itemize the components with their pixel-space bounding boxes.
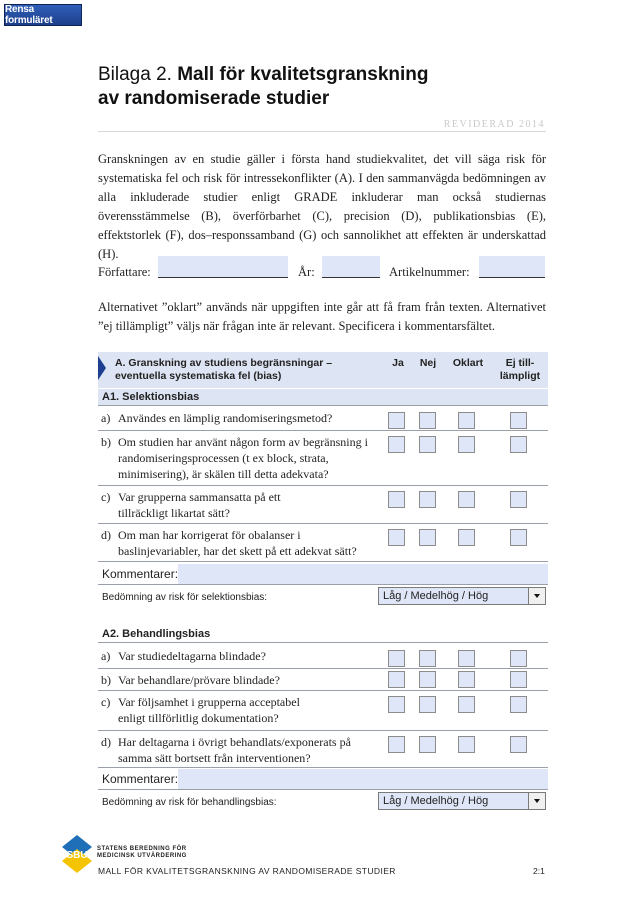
checkbox-no[interactable] [419, 671, 436, 688]
col-header-no: Nej [419, 357, 437, 369]
question-text: Användes en lämplig randomiseringsmetod? [118, 411, 333, 425]
header-divider [98, 131, 546, 132]
subsection-a2-title: A2. Behandlingsbias [98, 626, 548, 643]
checkbox-not-applicable[interactable] [510, 696, 527, 713]
clear-form-button[interactable]: Rensa formuläret [4, 4, 82, 26]
question-row [98, 407, 548, 431]
title-line-1: Mall för kvalitetsgranskning [177, 64, 429, 85]
checkbox-yes[interactable] [388, 696, 405, 713]
col-header-yes: Ja [392, 357, 404, 369]
question-letter: a) [101, 649, 111, 663]
checkbox-unclear[interactable] [458, 671, 475, 688]
organization-name [97, 846, 187, 860]
section-a-title-line-2: eventuella systematiska fel (bias) [115, 370, 282, 382]
year-field[interactable] [322, 256, 380, 278]
section-arrow-icon [98, 356, 106, 380]
col-header-unclear: Oklart [452, 357, 484, 369]
checkbox-unclear[interactable] [458, 736, 475, 753]
checkbox-yes[interactable] [388, 436, 405, 453]
question-letter: b) [101, 435, 111, 449]
checkbox-yes[interactable] [388, 671, 405, 688]
question-letter: d) [101, 735, 111, 749]
question-row [98, 731, 548, 768]
chevron-down-icon[interactable] [528, 793, 545, 809]
checkbox-unclear[interactable] [458, 491, 475, 508]
comment-label: Kommentarer: [102, 567, 179, 581]
checkbox-no[interactable] [419, 412, 436, 429]
page-title [98, 63, 429, 111]
checkbox-not-applicable[interactable] [510, 491, 527, 508]
risk-select-value: Låg / Medelhög / Hög [383, 590, 489, 602]
col-header-na-line-2: lämpligt [499, 370, 541, 382]
checkbox-no[interactable] [419, 736, 436, 753]
logo-letters: SBU [66, 850, 88, 861]
checkbox-no[interactable] [419, 529, 436, 546]
section-a-title-line-1: A. Granskning av studiens begränsningar – [115, 357, 333, 369]
col-header-not-applicable [494, 357, 546, 383]
question-text: Var följsamhet i grupperna acceptabel enligt tillförlitlig dokumentation? [118, 695, 300, 725]
question-text: Om man har korrigerat för obalanser i baslinjevariabler, har det skett på ett adekvat sätt? [118, 528, 357, 558]
comment-row-a2 [98, 768, 548, 790]
title-line-2: av randomiserade studier [98, 88, 330, 109]
section-a-title [115, 357, 332, 383]
checkbox-unclear[interactable] [458, 436, 475, 453]
question-row [98, 691, 548, 731]
article-number-label: Artikelnummer: [389, 265, 470, 279]
checkbox-no[interactable] [419, 436, 436, 453]
assessment-row-a1 [98, 585, 548, 607]
article-number-field[interactable] [479, 256, 545, 278]
footer-title: MALL FÖR KVALITETSGRANSKNING AV RANDOMISERADE STUDIER [98, 866, 396, 876]
question-row [98, 669, 548, 691]
assessment-label: Bedömning av risk för selektionsbias: [102, 592, 268, 603]
question-letter: c) [101, 490, 111, 504]
intro-text: Granskningen av en studie gäller i första hand studiekvalitet, det vill säga risk för systematiska fel och risk för intressekonflikter (A). I den sammanvägda bedömningen av alla inkluderade studier enligt GRADE inkluderar man också studiernas överensstämmelse (B), överförbarhet (C), precision (D), publikationsbias (E), effektstorlek (F), dos–responssamband (G) och sannolikhet att effekten är underskattad (H). [98, 152, 546, 261]
risk-select-a2[interactable] [378, 792, 546, 810]
title-prefix: Bilaga 2. [98, 64, 172, 85]
subsection-a1-title: A1. Selektionsbias [98, 389, 548, 406]
checkbox-not-applicable[interactable] [510, 671, 527, 688]
page-number: 2:1 [533, 866, 545, 876]
question-row [98, 431, 548, 486]
question-row [98, 524, 548, 562]
alternatives-note: Alternativet ”oklart” används när uppgiften inte går att få fram från texten. Alternativet ”ej tillämpligt” väljs när frågan inte är relevant. Specificera i kommentarsfältet. [98, 300, 546, 333]
question-text: Var studiedeltagarna blindade? [118, 649, 266, 663]
checkbox-not-applicable[interactable] [510, 650, 527, 667]
comment-row-a1 [98, 563, 548, 585]
checkbox-not-applicable[interactable] [510, 436, 527, 453]
question-text: Var grupperna sammansatta på ett tillräckligt likartat sätt? [118, 490, 281, 520]
checkbox-not-applicable[interactable] [510, 529, 527, 546]
checkbox-no[interactable] [419, 491, 436, 508]
organization-name-line-2: MEDICINSK UTVÄRDERING [97, 853, 187, 859]
checkbox-unclear[interactable] [458, 412, 475, 429]
question-text: Har deltagarna i övrigt behandlats/exponerats på samma sätt bortsett från interventionen? [118, 735, 351, 765]
author-field[interactable] [158, 256, 288, 278]
year-label: År: [298, 265, 315, 279]
checkbox-yes[interactable] [388, 412, 405, 429]
checkbox-no[interactable] [419, 696, 436, 713]
question-row [98, 645, 548, 669]
sbu-logo-icon [60, 833, 94, 875]
comment-field-a2[interactable] [178, 769, 548, 789]
author-label: Författare: [98, 265, 151, 279]
checkbox-unclear[interactable] [458, 650, 475, 667]
checkbox-yes[interactable] [388, 650, 405, 667]
section-a-header [98, 352, 548, 388]
chevron-down-icon[interactable] [528, 588, 545, 604]
checkbox-not-applicable[interactable] [510, 736, 527, 753]
revised-label: REVIDERAD 2014 [443, 119, 545, 130]
checkbox-yes[interactable] [388, 491, 405, 508]
question-letter: b) [101, 673, 111, 687]
question-text: Om studien har använt någon form av begränsning i randomiseringsprocessen (t ex block, strata, minimisering), är skälen till detta adekvata? [118, 435, 368, 481]
question-row [98, 486, 548, 524]
comment-label: Kommentarer: [102, 772, 179, 786]
question-letter: d) [101, 528, 111, 542]
checkbox-unclear[interactable] [458, 529, 475, 546]
checkbox-yes[interactable] [388, 529, 405, 546]
assessment-label: Bedömning av risk för behandlingsbias: [102, 797, 277, 808]
risk-select-a1[interactable] [378, 587, 546, 605]
checkbox-unclear[interactable] [458, 696, 475, 713]
risk-select-value: Låg / Medelhög / Hög [383, 795, 489, 807]
checkbox-no[interactable] [419, 650, 436, 667]
checkbox-yes[interactable] [388, 736, 405, 753]
checkbox-not-applicable[interactable] [510, 412, 527, 429]
question-letter: c) [101, 695, 111, 709]
question-text: Var behandlare/prövare blindade? [118, 673, 280, 687]
question-letter: a) [101, 411, 111, 425]
organization-name-line-1: STATENS BEREDNING FÖR [97, 846, 187, 852]
study-info-fields [98, 256, 548, 280]
col-header-na-line-1: Ej till- [505, 357, 535, 369]
comment-field-a1[interactable] [178, 564, 548, 584]
assessment-row-a2 [98, 790, 548, 812]
